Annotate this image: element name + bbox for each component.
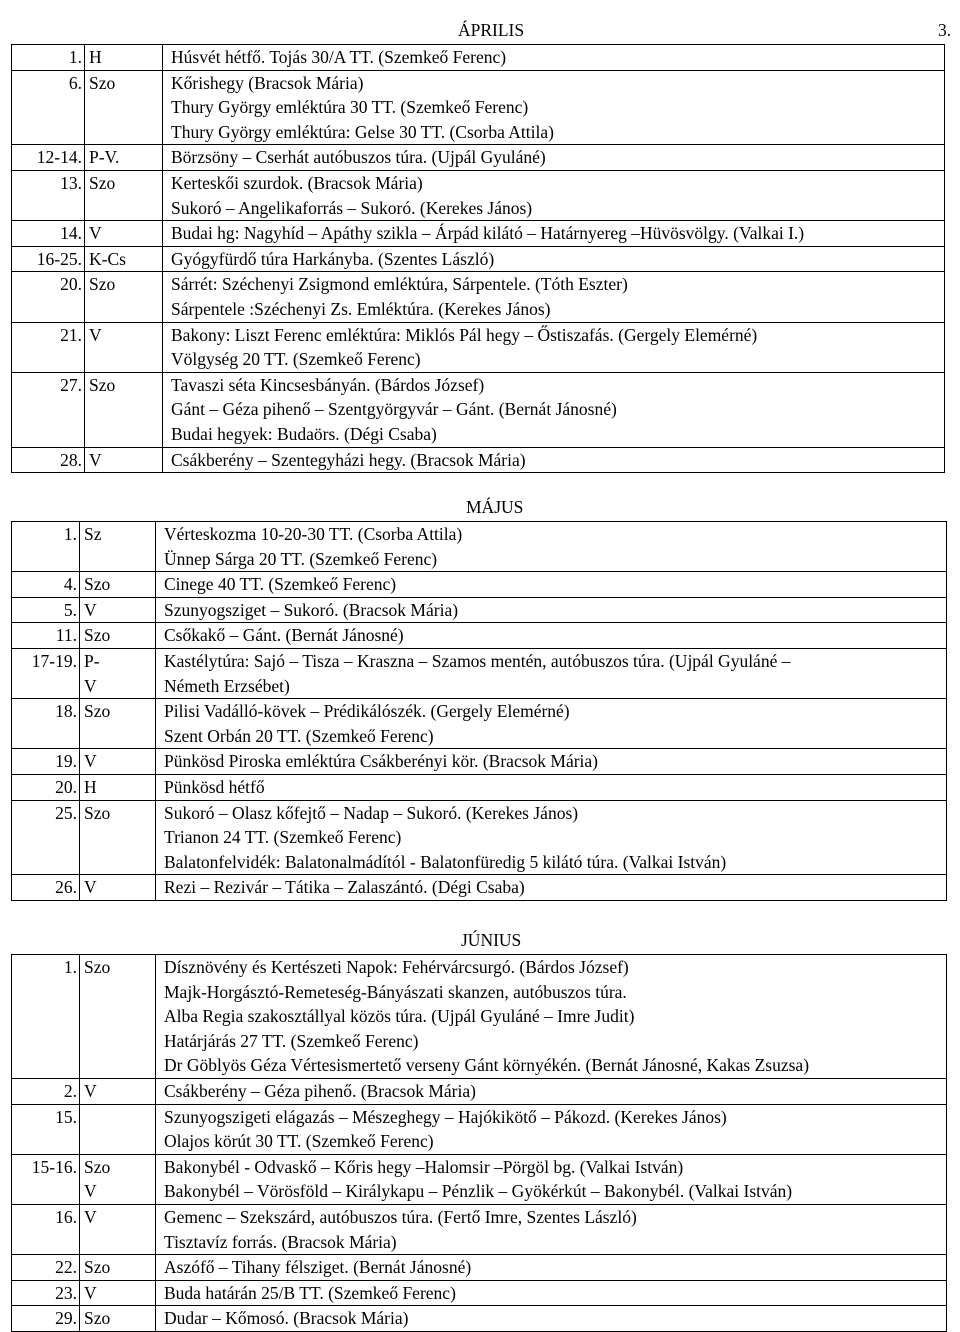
june-schedule-table xyxy=(11,954,947,1332)
row-events xyxy=(163,246,945,272)
row-day xyxy=(85,246,163,272)
schedule-row xyxy=(12,272,945,322)
event-line: Tisztavíz forrás. (Bracsok Mária) xyxy=(164,1231,397,1252)
row-day xyxy=(85,45,163,71)
row-day-line: V xyxy=(89,449,102,470)
row-date: 19. xyxy=(12,749,80,775)
schedule-row xyxy=(12,572,947,598)
row-day-line: V xyxy=(84,599,97,620)
event-line: Pünkösd hétfő xyxy=(164,776,265,797)
row-date: 6. xyxy=(12,70,85,145)
row-date: 16. xyxy=(12,1204,80,1254)
row-events xyxy=(156,1104,947,1154)
event-line: Csákberény – Géza pihenő. (Bracsok Mária) xyxy=(164,1080,476,1101)
schedule-row xyxy=(12,875,947,901)
schedule-row xyxy=(12,597,947,623)
row-date: 17-19. xyxy=(12,648,80,698)
row-events xyxy=(163,170,945,220)
row-day-line: V xyxy=(84,1282,97,1303)
event-line: Börzsöny – Cserhát autóbuszos túra. (Ujpál Gyuláné) xyxy=(171,147,546,168)
row-day xyxy=(80,597,156,623)
row-day xyxy=(85,70,163,145)
row-day xyxy=(80,699,156,749)
row-day xyxy=(80,1154,156,1204)
row-day xyxy=(80,749,156,775)
row-events xyxy=(156,1204,947,1254)
row-date: 1. xyxy=(12,45,85,71)
event-line: Dudar – Kőmosó. (Bracsok Mária) xyxy=(164,1308,409,1329)
row-events xyxy=(156,597,947,623)
row-day-line: V xyxy=(84,675,97,696)
row-date: 15-16. xyxy=(12,1154,80,1204)
row-day-line: Szo xyxy=(84,574,111,595)
row-date: 22. xyxy=(12,1255,80,1281)
event-line: Németh Erzsébet) xyxy=(164,675,290,696)
event-line: Gyógyfürdő túra Harkányba. (Szentes László) xyxy=(171,248,495,269)
row-date: 5. xyxy=(12,597,80,623)
row-day xyxy=(80,648,156,698)
event-line: Gemenc – Szekszárd, autóbuszos túra. (Fertő Imre, Szentes László) xyxy=(164,1206,637,1227)
event-line: Aszófő – Tihany félsziget. (Bernát Jánosné) xyxy=(164,1257,472,1278)
event-line: Alba Regia szakosztállyal közös túra. (Ujpál Gyuláné – Imre Judit) xyxy=(164,1006,635,1027)
row-date: 20. xyxy=(12,774,80,800)
row-day-line: Szo xyxy=(84,1257,111,1278)
event-line: Balatonfelvidék: Balatonalmádítól - Balatonfüredig 5 kilátó túra. (Valkai István) xyxy=(164,851,727,872)
row-day-line: Szo xyxy=(89,72,116,93)
event-line: Kastélytúra: Sajó – Tisza – Kraszna – Szamos mentén, autóbuszos túra. (Ujpál Gyuláné – xyxy=(164,650,791,671)
row-day xyxy=(80,875,156,901)
month-title-may: MÁJUS xyxy=(466,497,524,517)
event-line: Kőrishegy (Bracsok Mária) xyxy=(171,72,364,93)
row-events xyxy=(156,572,947,598)
row-events xyxy=(156,699,947,749)
event-line: Szunyogsziget – Sukoró. (Bracsok Mária) xyxy=(164,599,459,620)
row-day xyxy=(85,372,163,447)
event-line: Olajos körút 30 TT. (Szemkeő Ferenc) xyxy=(164,1131,434,1152)
event-line: Thury György emléktúra: Gelse 30 TT. (Csorba Attila) xyxy=(171,121,554,142)
row-date: 4. xyxy=(12,572,80,598)
row-events xyxy=(156,648,947,698)
row-events xyxy=(156,1154,947,1204)
event-line: Dísznövény és Kertészeti Napok: Fehérvárcsurgó. (Bárdos József) xyxy=(164,957,629,977)
row-day-line: Szo xyxy=(84,957,111,977)
row-day-line: Szo xyxy=(89,374,116,395)
event-line: Buda határán 25/B TT. (Szemkeő Ferenc) xyxy=(164,1282,456,1303)
row-events xyxy=(156,1306,947,1332)
event-line: Szent Orbán 20 TT. (Szemkeő Ferenc) xyxy=(164,725,434,746)
row-day xyxy=(80,1280,156,1306)
event-line: Trianon 24 TT. (Szemkeő Ferenc) xyxy=(164,827,402,848)
row-events xyxy=(156,875,947,901)
schedule-row xyxy=(12,170,945,220)
month-title-june: JÚNIUS xyxy=(461,930,522,950)
row-day-line: V xyxy=(84,1181,97,1202)
row-date: 1. xyxy=(12,955,80,1079)
april-schedule-table xyxy=(11,44,945,473)
row-day xyxy=(85,221,163,247)
event-line: Pilisi Vadálló-kövek – Prédikálószék. (Gergely Elemérné) xyxy=(164,701,570,722)
row-day xyxy=(80,955,156,1079)
event-line: Cinege 40 TT. (Szemkeő Ferenc) xyxy=(164,574,397,595)
row-day xyxy=(80,623,156,649)
row-day-line: Szo xyxy=(84,625,111,646)
row-date: 27. xyxy=(12,372,85,447)
row-events xyxy=(163,272,945,322)
row-events xyxy=(156,522,947,572)
schedule-row xyxy=(12,1204,947,1254)
event-line: Bakonybél – Vörösföld – Királykapu – Pénzlik – Gyökérkút – Bakonybél. (Valkai István) xyxy=(164,1181,793,1202)
row-day-line: H xyxy=(89,47,102,67)
event-line: Bakonybél - Odvaskő – Kőris hegy –Halomsir –Pörgöl bg. (Valkai István) xyxy=(164,1156,684,1177)
row-day-line: V xyxy=(89,223,102,244)
row-date: 20. xyxy=(12,272,85,322)
row-date: 13. xyxy=(12,170,85,220)
event-line: Csőkakő – Gánt. (Bernát Jánosné) xyxy=(164,625,404,646)
row-day xyxy=(85,145,163,171)
event-line: Sukoró – Angelikaforrás – Sukoró. (Kerekes János) xyxy=(171,197,533,218)
row-events xyxy=(163,70,945,145)
row-day xyxy=(80,1255,156,1281)
schedule-row xyxy=(12,246,945,272)
schedule-row xyxy=(12,522,947,572)
row-events xyxy=(163,221,945,247)
row-events xyxy=(156,1280,947,1306)
page-number: 3. xyxy=(938,20,952,40)
row-day-line: P- xyxy=(84,650,100,671)
row-events xyxy=(163,322,945,372)
row-events xyxy=(163,447,945,473)
event-line: Majk-Horgásztó-Remeteség-Bányászati skanzen, autóbuszos túra. xyxy=(164,981,627,1002)
schedule-row xyxy=(12,1154,947,1204)
event-line: Bakony: Liszt Ferenc emléktúra: Miklós Pál hegy – Őstiszafás. (Gergely Elemérné) xyxy=(171,324,758,345)
row-day-line: Szo xyxy=(84,1156,111,1177)
schedule-row xyxy=(12,699,947,749)
event-line: Rezi – Rezivár – Tátika – Zalaszántó. (Dégi Csaba) xyxy=(164,877,525,898)
row-date: 2. xyxy=(12,1078,80,1104)
row-events xyxy=(156,623,947,649)
event-line: Vérteskozma 10-20-30 TT. (Csorba Attila) xyxy=(164,524,463,544)
row-events xyxy=(156,774,947,800)
row-events xyxy=(163,145,945,171)
event-line: Határjárás 27 TT. (Szemkeő Ferenc) xyxy=(164,1030,419,1051)
row-day xyxy=(80,522,156,572)
row-day-line xyxy=(84,1105,151,1130)
row-day-line: V xyxy=(89,324,102,345)
event-line: Szunyogszigeti elágazás – Mészeghegy – Hajókikötő – Pákozd. (Kerekes János) xyxy=(164,1106,727,1127)
schedule-row xyxy=(12,1306,947,1332)
row-events xyxy=(163,372,945,447)
row-date: 12-14. xyxy=(12,145,85,171)
event-line: Gánt – Géza pihenő – Szentgyörgyvár – Gánt. (Bernát Jánosné) xyxy=(171,399,617,420)
row-date: 14. xyxy=(12,221,85,247)
event-line: Ünnep Sárga 20 TT. (Szemkeő Ferenc) xyxy=(164,548,438,569)
event-line: Kerteskői szurdok. (Bracsok Mária) xyxy=(171,172,423,193)
row-day-line: V xyxy=(84,1206,97,1227)
row-day-line: P-V. xyxy=(89,147,120,168)
row-events xyxy=(156,955,947,1079)
row-date: 16-25. xyxy=(12,246,85,272)
schedule-row xyxy=(12,322,945,372)
row-day-line: Szo xyxy=(89,172,116,193)
row-day xyxy=(85,170,163,220)
schedule-row xyxy=(12,800,947,875)
schedule-row xyxy=(12,648,947,698)
schedule-row xyxy=(12,447,945,473)
schedule-row xyxy=(12,145,945,171)
row-date: 26. xyxy=(12,875,80,901)
schedule-row xyxy=(12,623,947,649)
row-date: 1. xyxy=(12,522,80,572)
month-title-april: ÁPRILIS xyxy=(458,20,525,40)
row-day xyxy=(80,1204,156,1254)
row-date: 21. xyxy=(12,322,85,372)
row-events xyxy=(156,1078,947,1104)
row-day-line: V xyxy=(84,877,97,898)
row-day-line: Szo xyxy=(84,1308,111,1329)
row-date: 29. xyxy=(12,1306,80,1332)
event-line: Pünkösd Piroska emléktúra Csákberényi kör. (Bracsok Mária) xyxy=(164,751,599,772)
event-line: Tavaszi séta Kincsesbányán. (Bárdos József) xyxy=(171,374,485,395)
row-day-line: Szo xyxy=(84,802,111,823)
event-line: Dr Göblyös Géza Vértesismertető verseny Gánt környékén. (Bernát Jánosné, Kakas Zsuzsa) xyxy=(164,1055,810,1076)
row-day xyxy=(80,572,156,598)
row-date: 25. xyxy=(12,800,80,875)
event-line: Budai hegyek: Budaörs. (Dégi Csaba) xyxy=(171,423,437,444)
row-day-line: H xyxy=(84,776,97,797)
row-day xyxy=(80,1104,156,1154)
row-date: 15. xyxy=(12,1104,80,1154)
row-day-line: V xyxy=(84,1080,97,1101)
row-day xyxy=(85,322,163,372)
schedule-row xyxy=(12,45,945,71)
row-date: 23. xyxy=(12,1280,80,1306)
row-date: 18. xyxy=(12,699,80,749)
row-day xyxy=(80,1306,156,1332)
event-line: Húsvét hétfő. Tojás 30/A TT. (Szemkeő Ferenc) xyxy=(171,47,507,67)
row-day xyxy=(85,272,163,322)
row-day-line: Szo xyxy=(84,701,111,722)
row-day xyxy=(85,447,163,473)
schedule-row xyxy=(12,1280,947,1306)
row-events xyxy=(163,45,945,71)
event-line: Thury György emléktúra 30 TT. (Szemkeő Ferenc) xyxy=(171,97,529,118)
row-day xyxy=(80,800,156,875)
row-events xyxy=(156,1255,947,1281)
schedule-row xyxy=(12,221,945,247)
schedule-row xyxy=(12,774,947,800)
event-line: Sukoró – Olasz kőfejtő – Nadap – Sukoró. (Kerekes János) xyxy=(164,802,579,823)
schedule-row xyxy=(12,1104,947,1154)
row-day-line: Szo xyxy=(89,274,116,295)
schedule-row xyxy=(12,749,947,775)
schedule-row xyxy=(12,372,945,447)
event-line: Csákberény – Szentegyházi hegy. (Bracsok Mária) xyxy=(171,449,526,470)
schedule-row xyxy=(12,955,947,1079)
schedule-row xyxy=(12,1255,947,1281)
row-day-line: V xyxy=(84,751,97,772)
event-line: Sárpentele :Széchenyi Zs. Emléktúra. (Kerekes János) xyxy=(171,298,551,319)
event-line: Budai hg: Nagyhíd – Apáthy szikla – Árpád kilátó – Határnyereg –Hüvösvölgy. (Valkai I.) xyxy=(171,223,805,244)
row-day-line: K-Cs xyxy=(89,248,126,269)
schedule-row xyxy=(12,1078,947,1104)
row-day-line: Sz xyxy=(84,524,102,544)
row-date: 11. xyxy=(12,623,80,649)
row-day xyxy=(80,1078,156,1104)
row-date: 28. xyxy=(12,447,85,473)
may-schedule-table xyxy=(11,521,947,901)
event-line: Sárrét: Széchenyi Zsigmond emléktúra, Sárpentele. (Tóth Eszter) xyxy=(171,274,628,295)
row-events xyxy=(156,749,947,775)
schedule-row xyxy=(12,70,945,145)
row-events xyxy=(156,800,947,875)
row-day xyxy=(80,774,156,800)
event-line: Völgység 20 TT. (Szemkeő Ferenc) xyxy=(171,349,421,370)
